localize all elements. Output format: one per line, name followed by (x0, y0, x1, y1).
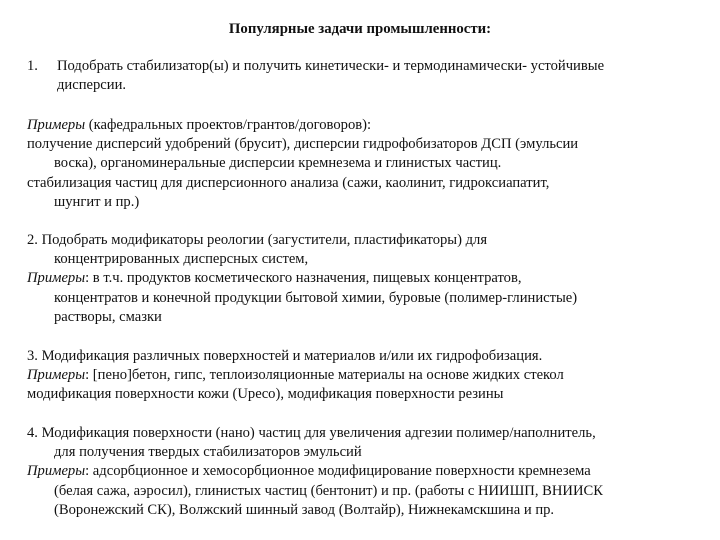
examples-1 (27, 116, 697, 212)
page-title: Популярные задачи промышленности: (228, 21, 492, 37)
examples-1-line-3: воска), органоминеральные дисперсии кремнезема и глинистых частиц. (54, 155, 502, 172)
task-4-line-4: (белая сажа, аэросил), глинистых частиц (бентонит) и пр. (работы с НИИШП, ВНИИСК (54, 482, 603, 499)
task-2-line-5: растворы, смазки (54, 308, 162, 325)
task-1-line-2: дисперсии. (57, 77, 127, 94)
examples-label: Примеры (27, 117, 86, 133)
task-4-line-1: 4. Модификация поверхности (нано) частиц для увеличения адгезии полимер/наполнитель, (27, 425, 596, 441)
examples-1-heading: (кафедральных проектов/грантов/договоров): (85, 117, 372, 133)
task-1-line-1 (27, 57, 697, 76)
task-2 (27, 231, 697, 327)
task-4-line-3 (27, 462, 697, 481)
task-2-line-4: концентратов и конечной продукции бытовой химии, буровые (полимер-глинистые) (54, 289, 578, 306)
task-3-line-2 (27, 366, 697, 385)
task-3-line-1: 3. Модификация различных поверхностей и материалов и/или их гидрофобизация. (27, 348, 543, 364)
examples-1-line-2: получение дисперсий удобрений (брусит), дисперсии гидрофобизаторов ДСП (эмульсии (27, 136, 579, 153)
task-4-examples-text: : адсорбционное и хемосорбционное модифицирование поверхности кремнезема (85, 463, 591, 480)
task-1 (27, 57, 697, 95)
task-1-number: 1. (27, 58, 38, 74)
examples-label: Примеры (27, 463, 86, 480)
task-3-line-3: модификация поверхности кожи (Upeco), модификация поверхности резины (27, 386, 504, 403)
examples-1-line-1 (27, 116, 697, 135)
task-2-line-1: 2. Подобрать модификаторы реологии (загустители, пластификаторы) для (27, 232, 488, 248)
examples-1-line-5: шунгит и пр.) (54, 193, 140, 210)
task-4-line-5: (Воронежский СК), Волжский шинный завод (Волтайр), Нижнекамскшина и пр. (54, 501, 555, 518)
task-2-line-3 (27, 269, 697, 288)
task-3-examples-text: : [пено]бетон, гипс, теплоизоляционные материалы на основе жидких стекол (85, 367, 564, 384)
task-2-examples-text: : в т.ч. продуктов косметического назначения, пищевых концентратов, (85, 270, 522, 287)
examples-label: Примеры (27, 367, 86, 384)
task-2-line-2: концентрированных дисперсных систем, (54, 251, 309, 268)
examples-1-line-4: стабилизация частиц для дисперсионного анализа (сажи, каолинит, гидроксиапатит, (27, 174, 550, 191)
task-1-text: Подобрать стабилизатор(ы) и получить кинетически- и термодинамически- устойчивые (57, 58, 605, 74)
task-4 (27, 424, 697, 520)
examples-label: Примеры (27, 270, 86, 287)
task-4-line-2: для получения твердых стабилизаторов эмульсий (54, 444, 362, 461)
task-3 (27, 347, 697, 405)
